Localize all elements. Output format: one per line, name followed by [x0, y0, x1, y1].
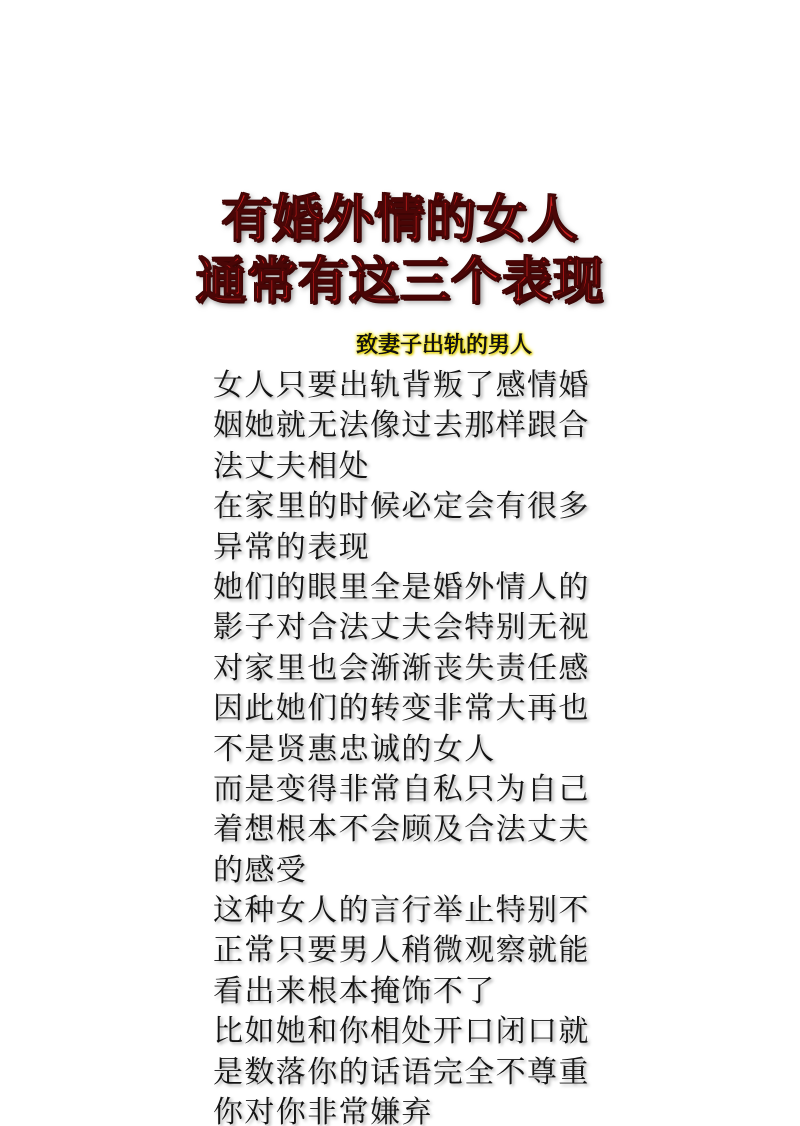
body-line: 比如她和你相处开口闭口就: [213, 1014, 590, 1050]
body-line: 正常只要男人稍微观察就能: [213, 933, 590, 969]
body-line: 姻她就无法像过去那样跟合: [213, 408, 590, 444]
body-line: 不是贤惠忠诚的女人: [213, 731, 496, 767]
title-line-2: 通常有这三个表现: [196, 251, 604, 310]
body-line: 着想根本不会顾及合法丈夫: [213, 812, 590, 848]
body-line: 影子对合法丈夫会特别无视: [213, 610, 590, 646]
body-line: 她们的眼里全是婚外情人的: [213, 569, 590, 605]
body-line: 的感受: [213, 852, 308, 888]
body-line: 在家里的时候必定会有很多: [213, 489, 590, 525]
body-line: 法丈夫相处: [213, 448, 370, 484]
body-line: 对家里也会渐渐丧失责任感: [213, 650, 590, 686]
title-line-1: 有婚外情的女人: [221, 189, 579, 248]
title-block: [0, 188, 800, 312]
body-line: 女人只要出轨背叛了感情婚: [213, 368, 590, 403]
body-line: 因此她们的转变非常大再也: [213, 691, 590, 727]
body-line: 异常的表现: [213, 529, 370, 565]
body-line: 你对你非常嫌弃: [213, 1095, 433, 1126]
body-line: 看出来根本掩饰不了: [213, 973, 496, 1009]
body-line: 而是变得非常自私只为自己: [213, 771, 590, 807]
subtitle: 致妻子出轨的男人: [356, 332, 533, 358]
body-text: [213, 366, 613, 1126]
body-line: 是数落你的话语完全不尊重: [213, 1054, 590, 1090]
body-line: 这种女人的言行举止特别不: [213, 893, 590, 929]
